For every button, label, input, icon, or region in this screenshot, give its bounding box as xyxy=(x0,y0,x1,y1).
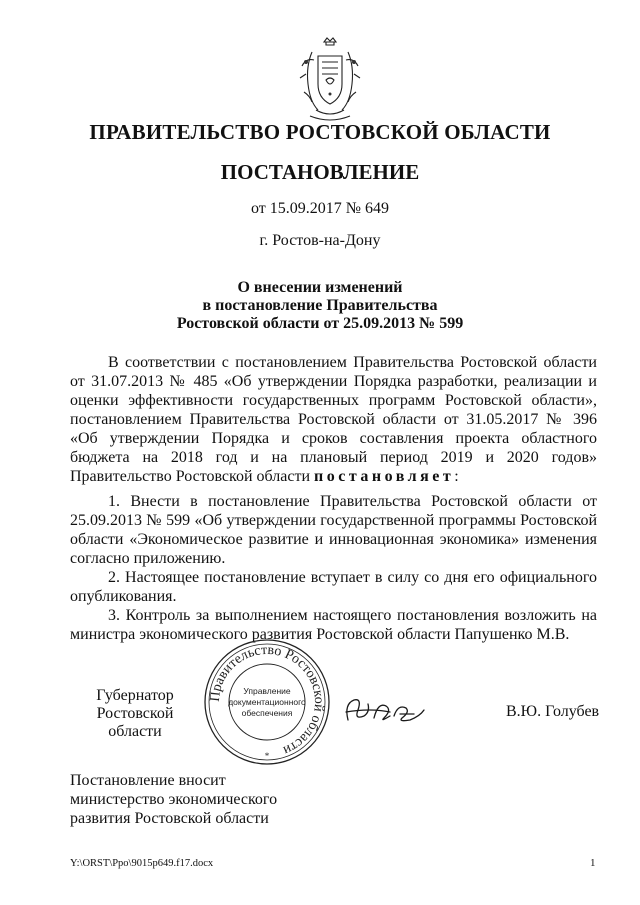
note-line-2: министерство экономического xyxy=(70,791,278,808)
resolution-items xyxy=(70,492,597,644)
subject-line-2: в постановление Правительства xyxy=(202,297,438,314)
signatory-name: В.Ю. Голубев xyxy=(506,703,600,720)
subject-line-3: Ростовской области от 25.09.2013 № 599 xyxy=(176,315,464,332)
document-city: г. Ростов-на-Дону xyxy=(259,232,381,249)
svg-text:*: * xyxy=(264,751,270,761)
svg-text:обеспечения: обеспечения xyxy=(241,708,293,718)
page-number: 1 xyxy=(590,857,596,869)
official-seal-stamp xyxy=(202,637,332,767)
signatory-title xyxy=(70,687,200,741)
resolves-colon: : xyxy=(454,468,459,485)
coat-of-arms-emblem xyxy=(296,36,364,124)
signatory-title-line-2: Ростовской области xyxy=(96,705,174,740)
item-3: 3. Контроль за выполнением настоящего постановления возложить на министра экономического развития Ростовской области Папушенко М.В. xyxy=(70,607,597,643)
resolves-word: постановляет xyxy=(314,468,455,485)
signatory-title-line-1: Губернатор xyxy=(96,687,174,704)
note-line-3: развития Ростовской области xyxy=(70,810,269,827)
document-type: ПОСТАНОВЛЕНИЕ xyxy=(220,160,420,184)
item-2: 2. Настоящее постановление вступает в силу со дня его официального опубликования. xyxy=(70,569,597,605)
preamble-text: В соответствии с постановлением Правительства Ростовской области от 31.07.2013 № 485 «Об утверждении Порядка разработки, реализации и оценки эффективности государственных программ Ростовской области», постановлением Правительства Ростовской области от 31.05.2017 № 396 «Об утверждении Порядка и сроков составления проекта областного бюджета на 2018 год и на плановый период 2019 и 2020 годов» Правительство Ростовской области xyxy=(70,354,597,485)
submitted-by-note xyxy=(70,771,277,828)
note-line-1: Постановление вносит xyxy=(70,772,226,789)
file-path: Y:\ORST\Ppo\9015p649.f17.docx xyxy=(70,858,214,869)
svg-text:документационного: документационного xyxy=(228,697,306,707)
subject-line-1: О внесении изменений xyxy=(237,279,403,296)
svg-text:Правительство Ростовской облас: Правительство Ростовской области xyxy=(207,642,327,758)
preamble-paragraph xyxy=(70,353,597,486)
document-date-number: от 15.09.2017 № 649 xyxy=(250,200,390,217)
government-title: ПРАВИТЕЛЬСТВО РОСТОВСКОЙ ОБЛАСТИ xyxy=(89,120,551,144)
handwritten-signature xyxy=(340,690,450,730)
svg-text:Управление: Управление xyxy=(243,686,291,696)
item-1: 1. Внести в постановление Правительства Ростовской области от 25.09.2013 № 599 «Об утверждении государственной программы Ростовской области «Экономическое развитие и инновационная экономика» изменения согласно приложению. xyxy=(70,493,597,567)
